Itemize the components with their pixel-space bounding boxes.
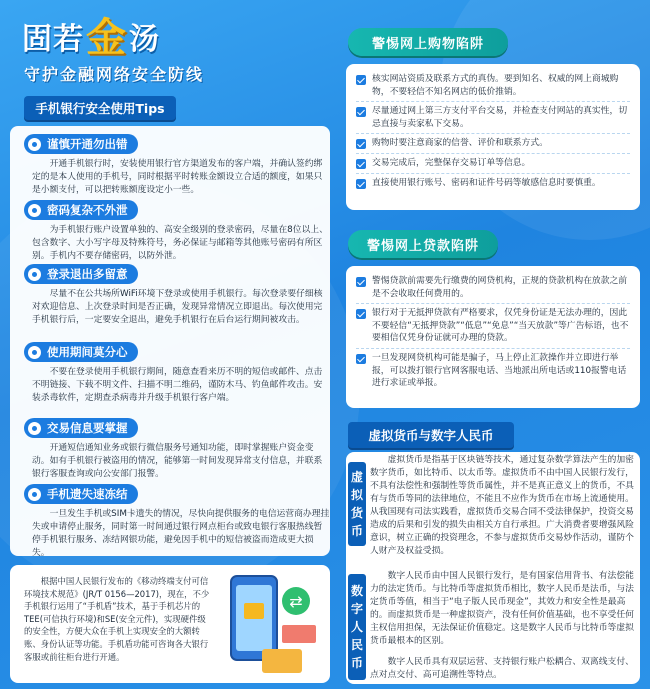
tip-section [28,264,334,327]
list-item [356,174,630,193]
check-icon [356,309,366,319]
bank-card-icon [262,649,302,673]
loan-box [346,266,640,408]
bullet-icon [28,268,41,281]
tip-title: 交易信息要掌握 [47,421,128,435]
item-text: 交易完成后，完整保存交易订单等信息。 [372,157,531,168]
bullet-icon [28,138,41,151]
list-item [356,154,630,174]
list-item [356,134,630,154]
bullet-icon [28,488,41,501]
lock-icon [244,603,264,619]
item-text: 尽量通过网上第三方支付平台交易，并检查支付网站的真实性，切忌直接与卖家私下交易。 [372,106,628,129]
vs-label: VS [349,556,366,569]
item-text: 一旦发现网贷机构可能是骗子，马上停止汇款操作并立即进行举报，可以拨打银行官网客服电话、当地派出所电话或110报警电话进行求证或举报。 [372,352,627,389]
list-item [356,304,630,349]
tip-title: 谨慎开通勿出错 [47,137,128,151]
note-text: 根据中国人民银行发布的《移动终端支付可信环境技术规范》(JR/T 0156—2017)，现在，不少手机银行运用了“手机盾”技术，基于手机芯片的TEE(可信执行环境)和SE(安全元件)，实现硬件级的安全性，方便大众在手机上实现安全的大额转账、身份认证等功能。手机盾功能可咨询各大银行客服或前往柜台进行开通。 [24,576,210,662]
virtual-currency-text: 虚拟货币是指基于区块链等技术，通过复杂数学算法产生的加密数字货币，如比特币、以太币等。虚拟货币不由中国人民银行发行，不具有法偿性和强制性等货币属性，并不是真正意义上的货币，不具有与货币等同的法律地位，不能且不应作为货币在市场上流通使用。从我国现有司法实践看，虚拟货币交易合同不受法律保护，投资交易造成的后果和引发的损失由相关方自行承担。广大消费者要增强风险意识，树立正确的投资理念，不参与虚拟货币交易炒作活动，谨防个人财产及权益受损。 [370,455,634,556]
tip-title-pill [24,264,138,284]
tip-text: 开通手机银行时，安装使用银行官方渠道发布的客户端，并确认签约绑定的是本人使用的手机号，同时根据平时转账金额设立合适的额度，如果只是小额支付，可以把转账额度设定小一些。 [32,158,323,195]
tip-text: 开通短信通知业务或银行微信服务号通知功能，即时掌握账户资金变动。如有手机银行被盗用的情况，能够第一时间发现异常支付信息，并联系银行客服查询或向公安部门报警。 [32,442,323,479]
tip-section [28,200,334,263]
tip-title-pill [24,200,138,220]
check-icon [356,75,366,85]
bullet-icon [28,346,41,359]
digital-rmb-text: 数字人民币由中国人民银行发行，是有国家信用背书、有法偿能力的法定货币。与比特币等虚拟货币相比，数字人民币是法币，与法定货币等值，相当于“电子版人民币现金”，其效力和安全性是最高的。而虚拟货币是一种虚拟资产，没有任何价值基础，也不享受任何主权信用担保，无法保证价值稳定。这是数字人民币与比特币等虚拟货币最根本的区别。 [370,571,634,646]
brand-title [22,6,160,61]
currency-title: 虚拟货币与数字人民币 [348,422,514,448]
brand-gold-char: 金 [86,14,127,61]
cash-icon [282,625,316,643]
list-item [356,70,630,102]
digital-rmb-label: 数 字 人 民 币 [348,574,366,680]
bullet-icon [28,422,41,435]
loan-title: 警惕网上贷款陷阱 [348,230,498,258]
tip-title: 登录退出多留意 [47,267,128,281]
tips-card [10,126,330,559]
tip-section [28,134,334,197]
item-text: 警惕贷款前需要先行缴费的网贷机构，正规的贷款机构在放款之前是不会收取任何费用的。 [372,276,628,299]
tip-title: 密码复杂不外泄 [47,203,128,217]
tip-title: 使用期间莫分心 [47,345,128,359]
check-icon [356,139,366,149]
item-text: 直接使用银行账号、密码和证件号码等敏感信息时要慎重。 [372,177,601,188]
item-text: 购物时要注意商家的信誉、评价和联系方式。 [372,138,548,149]
tip-section [28,484,334,560]
tip-title-pill [24,484,138,504]
brand-part1: 固若 [22,22,84,57]
tip-title: 手机遗失速冻结 [47,487,128,501]
bullet-icon [28,204,41,217]
check-icon [356,354,366,364]
shopping-title: 警惕网上购物陷阱 [348,28,508,56]
virtual-currency-label: 虚 拟 货 币 [348,462,366,546]
subtitle: 守护金融网络安全防线 [24,65,205,84]
tip-title-pill [24,134,138,154]
tip-section [28,418,334,481]
check-icon [356,107,366,117]
brand-part2: 汤 [129,22,160,57]
tip-text: 一旦发生手机或SIM卡遗失的情况，尽快向提供服务的电信运营商办理挂失或申请停止服务，同时第一时间通过银行网点柜台或致电银行客服热线暂停手机银行服务、冻结网银功能，避免因手机中的短信被盗而造成更大损失。 [32,508,330,559]
tip-text: 尽量不在公共场所WiFi环境下登录或使用手机银行。每次登录要仔细核对欢迎信息、上次登录时间是否正确，发现异常情况立即退出。每次使用完手机银行后，一定要安全退出，避免手机银行在后台运行期间被攻击。 [32,288,323,325]
digital-rmb-text-2: 数字人民币具有双层运营、支持银行账户松耦合、双离线支付、点对点交付、高可追溯性等特点。 [370,657,634,680]
list-item [356,272,630,304]
item-text: 核实网站资质及联系方式的真伪。要到知名、权威的网上商城购物，不要轻信不知名网店的低价推销。 [372,74,619,97]
check-icon [356,159,366,169]
note-box [10,565,330,683]
tip-section [28,342,334,405]
list-item [356,102,630,134]
shopping-box [346,64,640,210]
tips-label: 手机银行安全使用Tips [24,96,176,120]
list-item [356,349,630,393]
tip-title-pill [24,418,138,438]
tip-title-pill [24,342,138,362]
check-icon [356,277,366,287]
tip-text: 不要在登录使用手机银行期间，随意查看来历不明的短信或邮件、点击不明链接、下载不明文件、扫描不明二维码，谨防木马、钓鱼邮件攻击。安装杀毒软件，定期查杀病毒并升级手机银行客户端。 [32,366,323,403]
transfer-icon: ⇄ [282,587,310,615]
tip-text: 为手机银行账户设置单独的、高安全级别的登录密码，尽量在8位以上、包含数字、大小写字母及特殊符号，务必保证与邮箱等其他账号密码有所区别。手机内不要存储密码，以防外泄。 [32,224,328,261]
check-icon [356,179,366,189]
item-text: 银行对于无抵押贷款有严格要求，仅凭身份证是无法办理的，因此不要轻信“无抵押贷款”“低息”“免息”“当天放款”等广告标语，也不要相信仅凭身份证就可办理的贷款。 [372,308,629,344]
